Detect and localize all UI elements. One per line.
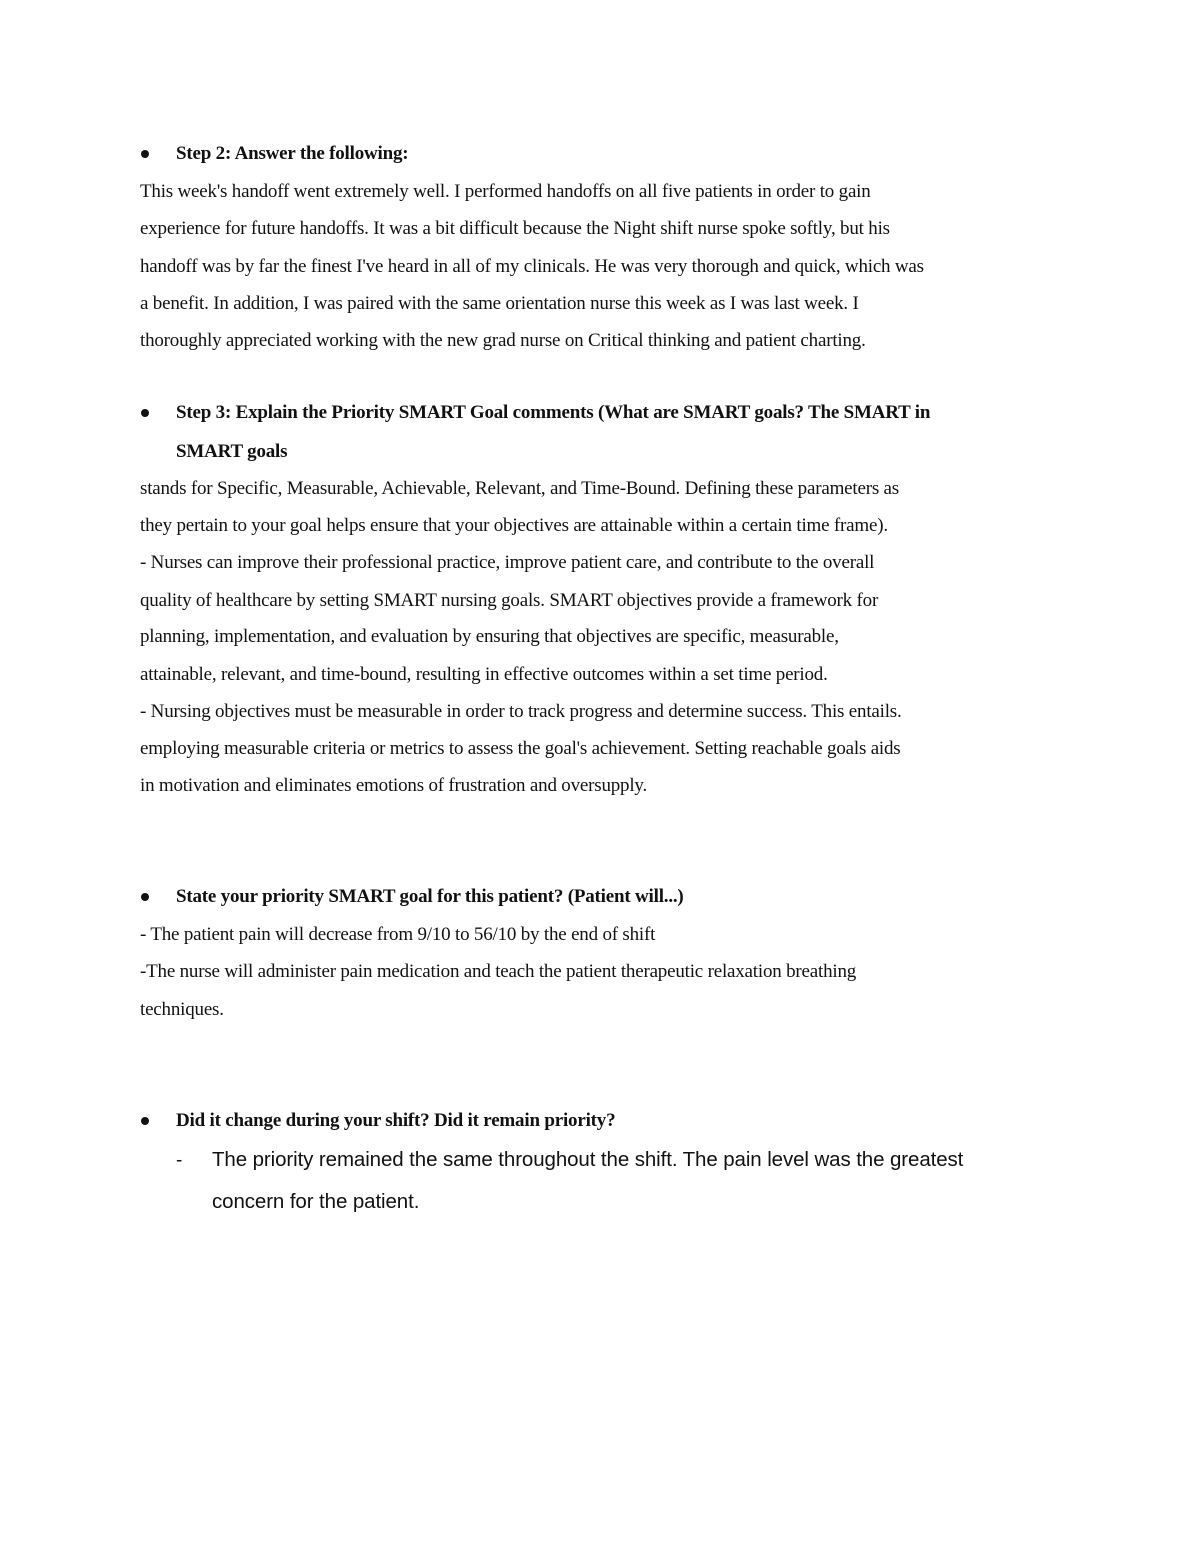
paragraph-line: they pertain to your goal helps ensure that your objectives are attainable within a certain time frame).	[140, 515, 888, 536]
paragraph-line: a benefit. In addition, I was paired with the same orientation nurse this week as I was last week. I	[140, 293, 859, 314]
bullet-icon	[141, 409, 149, 417]
paragraph-line: planning, implementation, and evaluation by ensuring that objectives are specific, measurable,	[140, 626, 839, 647]
paragraph-line: techniques.	[140, 999, 224, 1020]
section-heading: Step 2: Answer the following:	[176, 143, 409, 164]
answer-line: concern for the patient.	[212, 1190, 420, 1213]
bullet-icon	[141, 1117, 149, 1125]
paragraph-line: -The nurse will administer pain medication and teach the patient therapeutic relaxation breathing	[140, 961, 857, 982]
paragraph-line: attainable, relevant, and time-bound, resulting in effective outcomes within a set time period.	[140, 664, 828, 685]
section-heading: State your priority SMART goal for this patient? (Patient will...)	[176, 886, 684, 907]
bullet-icon	[141, 150, 149, 158]
paragraph-line: - Nursing objectives must be measurable in order to track progress and determine success. This entails.	[140, 701, 902, 722]
section-heading: Step 3: Explain the Priority SMART Goal comments (What are SMART goals? The SMART in	[176, 402, 931, 423]
section-heading-continued: SMART goals	[176, 441, 288, 462]
paragraph-line: - Nurses can improve their professional practice, improve patient care, and contribute to the overall	[140, 552, 875, 573]
paragraph-line: thoroughly appreciated working with the new grad nurse on Critical thinking and patient charting.	[140, 330, 866, 351]
bullet-icon	[141, 893, 149, 901]
paragraph-line: This week's handoff went extremely well. I performed handoffs on all five patients in order to gain	[140, 181, 871, 202]
paragraph-line: quality of healthcare by setting SMART nursing goals. SMART objectives provide a framework for	[140, 590, 879, 611]
paragraph-line: employing measurable criteria or metrics to assess the goal's achievement. Setting reachable goals aids	[140, 738, 901, 759]
paragraph-line: stands for Specific, Measurable, Achievable, Relevant, and Time-Bound. Defining these parameters as	[140, 478, 899, 499]
list-dash: -	[176, 1150, 183, 1171]
paragraph-line: - The patient pain will decrease from 9/10 to 56/10 by the end of shift	[140, 924, 656, 945]
section-heading: Did it change during your shift? Did it remain priority?	[176, 1110, 616, 1131]
paragraph-line: handoff was by far the finest I've heard in all of my clinicals. He was very thorough and quick, which was	[140, 256, 924, 277]
paragraph-line: experience for future handoffs. It was a bit difficult because the Night shift nurse spoke softly, but his	[140, 218, 890, 239]
answer-line: The priority remained the same throughout the shift. The pain level was the greatest	[212, 1148, 964, 1171]
paragraph-line: in motivation and eliminates emotions of frustration and oversupply.	[140, 775, 648, 796]
